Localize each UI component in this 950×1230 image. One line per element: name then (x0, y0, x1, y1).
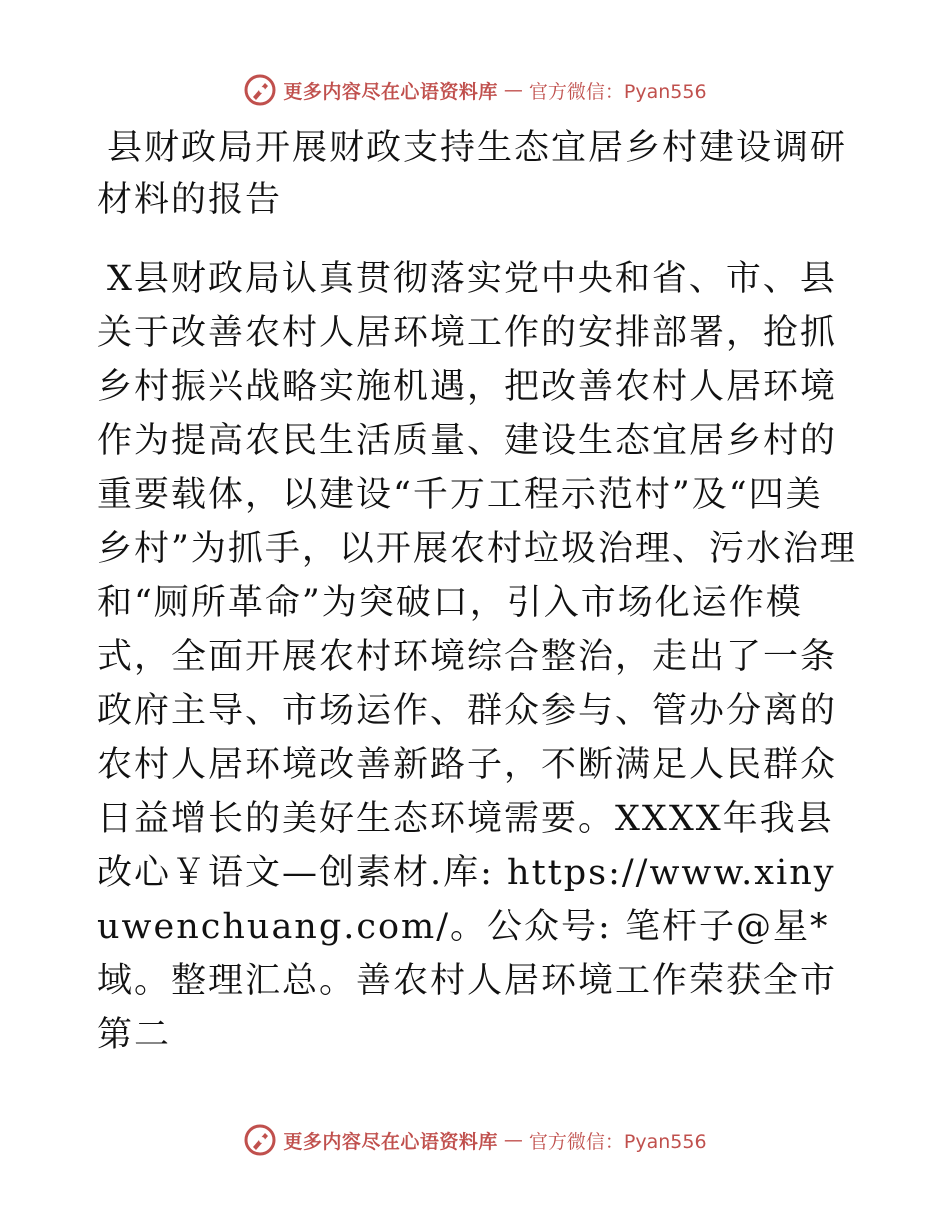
footer-watermark-banner (0, 1120, 950, 1160)
header-separator: — (503, 79, 523, 101)
header-watermark-banner (0, 70, 950, 110)
header-slogan: 更多内容尽在心语资料库 (283, 80, 498, 103)
footer-wechat-label: 官方微信：Pyan556 (528, 1130, 707, 1153)
document-title: 县财政局开展财政支持生态宜居乡村建设调研材料的报告 (97, 128, 848, 220)
header-wechat-label: 官方微信：Pyan556 (528, 80, 707, 103)
footer-slogan: 更多内容尽在心语资料库 (283, 1130, 498, 1153)
document-body-paragraph: X县财政局认真贯彻落实党中央和省、市、县关于改善农村人居环境工作的安排部署，抢抓乡村振兴战略实施机遇，把改善农村人居环境作为提高农民生活质量、建设生态宜居乡村的重要载体，以建设“千万工程示范村”及“四美乡村”为抓手，以开展农村垃圾治理、污水治理和“厕所革命”为突破口，引入市场化运作模式，全面开展农村环境综合整治，走出了一条政府主导、市场运作、群众参与、管办分离的农村人居环境改善新路子，不断满足人民群众日益增长的美好生态环境需要。XXXX年我县改心￥语文—创素材.库: https://www.xinyuwenchuang.com/。公众号: 笔杆子@星*域。整理汇总。善农村人居环境工作荣获全市第二 (97, 259, 857, 1055)
pen-nib-logo-icon (243, 1123, 277, 1157)
pen-nib-logo-icon (243, 73, 277, 107)
footer-separator: — (503, 1129, 523, 1151)
